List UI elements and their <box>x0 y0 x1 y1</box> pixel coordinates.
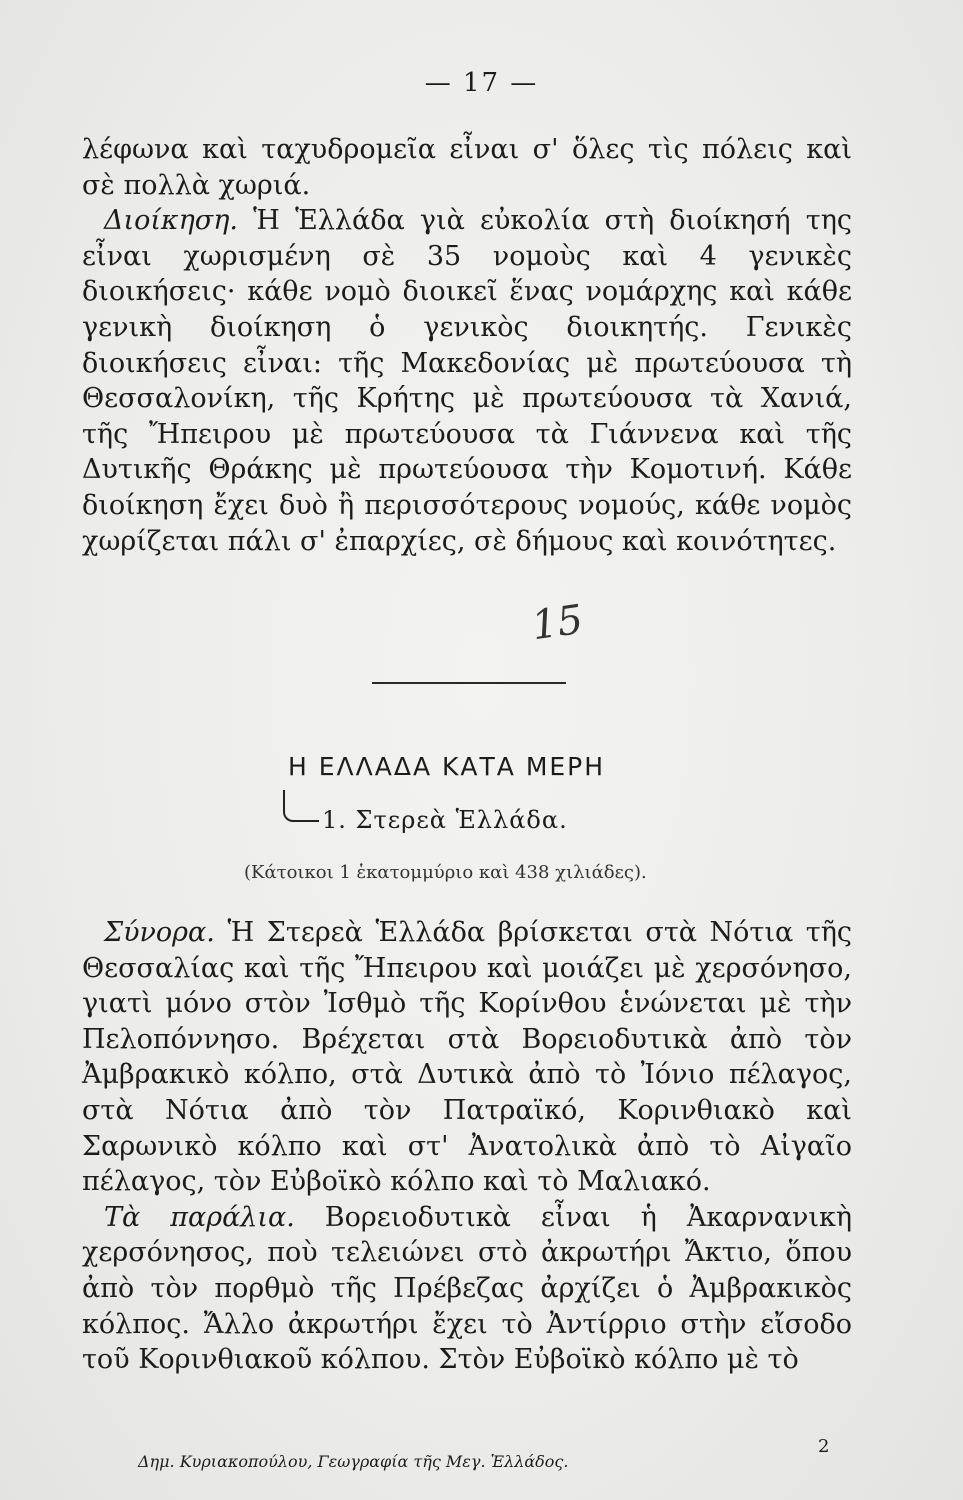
section-subheading: 1. Στερεὰ Ἑλλάδα. <box>322 806 568 834</box>
borders-text: Ἡ Στερεὰ Ἑλλάδα βρίσκεται στὰ Νότια τῆς Θεσσαλίας καὶ τῆς Ἤπειρου καὶ μοιάζει μὲ χερσόνησο, γιατὶ μόνο στὸν Ἰσθμὸ τῆς Κορίνθου ἑνώνεται μὲ τὴν Πελοπόννησο. Βρέχεται στὰ Βορειοδυτικὰ ἀπὸ τὸν Ἀμβρακικὸ κόλπο, στὰ Δυτικὰ ἀπὸ τὸ Ἰόνιο πέλαγος, στὰ Νότια ἀπὸ τὸν Πατραϊκό, Κορινθιακὸ καὶ Σαρωνικὸ κόλπο καὶ στ' Ἀνατολικὰ ἀπὸ τὸ Αἰγαῖο πέλαγος, τὸν Εὐβοϊκὸ κόλπο καὶ τὸ Μαλιακό. <box>82 917 852 1198</box>
page-number: — 17 — <box>424 68 539 98</box>
borders-paragraph <box>82 915 852 1200</box>
section-divider <box>372 682 566 684</box>
top-text-block <box>82 132 852 559</box>
intro-paragraph: λέφωνα καὶ ταχυδρομεῖα εἶναι σ' ὅλες τὶς πόλεις καὶ σὲ πολλὰ χωριά. <box>82 134 852 201</box>
page-footer: Δημ. Κυριακοπούλου, Γεωγραφία τῆς Μεγ. Ἑλλάδος. <box>138 1452 569 1471</box>
administration-paragraph <box>82 203 852 559</box>
section-heading: Η ΕΛΛΑΔΑ ΚΑΤΑ ΜΕΡΗ <box>288 752 606 781</box>
coasts-text: Βορειοδυτικὰ εἶναι ἡ Ἀκαρνανικὴ χερσόνησος, ποὺ τελειώνει στὸ ἀκρωτήρι Ἄκτιο, ὅπου ἀπὸ τὸν πορθμὸ τῆς Πρέβεζας ἀρχίζει ὁ Ἀμβρακικὸς κόλπος. Ἄλλο ἀκρωτήρι ἔχει τὸ Ἀντίρριο στὴν εἴσοδο τοῦ Κορινθιακοῦ κόλπου. Στὸν Εὐβοϊκὸ κόλπο μὲ τὸ <box>82 1201 852 1376</box>
administration-heading: Διοίκηση. <box>104 205 238 237</box>
population-note: (Κάτοικοι 1 ἑκατομμύριο καὶ 438 χιλιάδες). <box>244 862 647 883</box>
administration-text: Ἡ Ἑλλάδα γιὰ εὐκολία στὴ διοίκησή της εἶναι χωρισμένη σὲ 35 νομοὺς καὶ 4 γενικὲς διοικήσεις· κάθε νομὸ διοικεῖ ἕνας νομάρχης καὶ κάθε γενικὴ διοίκηση ὁ γενικὸς διοικητής. Γενικὲς διοικήσεις εἶναι: τῆς Μακεδονίας μὲ πρωτεύουσα τὴ Θεσσαλονίκη, τῆς Κρήτης μὲ πρωτεύουσα τὰ Χανιά, τῆς Ἤπειρου μὲ πρωτεύουσα τὰ Γιάννενα καὶ τῆς Δυτικῆς Θράκης μὲ πρωτεύουσα τὴν Κομοτινή. Κάθε διοίκηση ἔχει δυὸ ἢ περισσότερους νομούς, κάθε νομὸς χωρίζεται πάλι σ' ἐπαρχίες, σὲ δήμους καὶ κοινότητες. <box>82 205 852 557</box>
handwritten-hook-mark <box>283 790 319 822</box>
handwritten-mark: 15 <box>529 596 586 650</box>
borders-heading: Σύνορα. <box>104 917 215 948</box>
sheet-signature: 2 <box>818 1436 830 1457</box>
coasts-paragraph <box>82 1200 852 1378</box>
bottom-text-block <box>82 915 852 1378</box>
coasts-heading: Τὰ παράλια. <box>104 1201 295 1233</box>
